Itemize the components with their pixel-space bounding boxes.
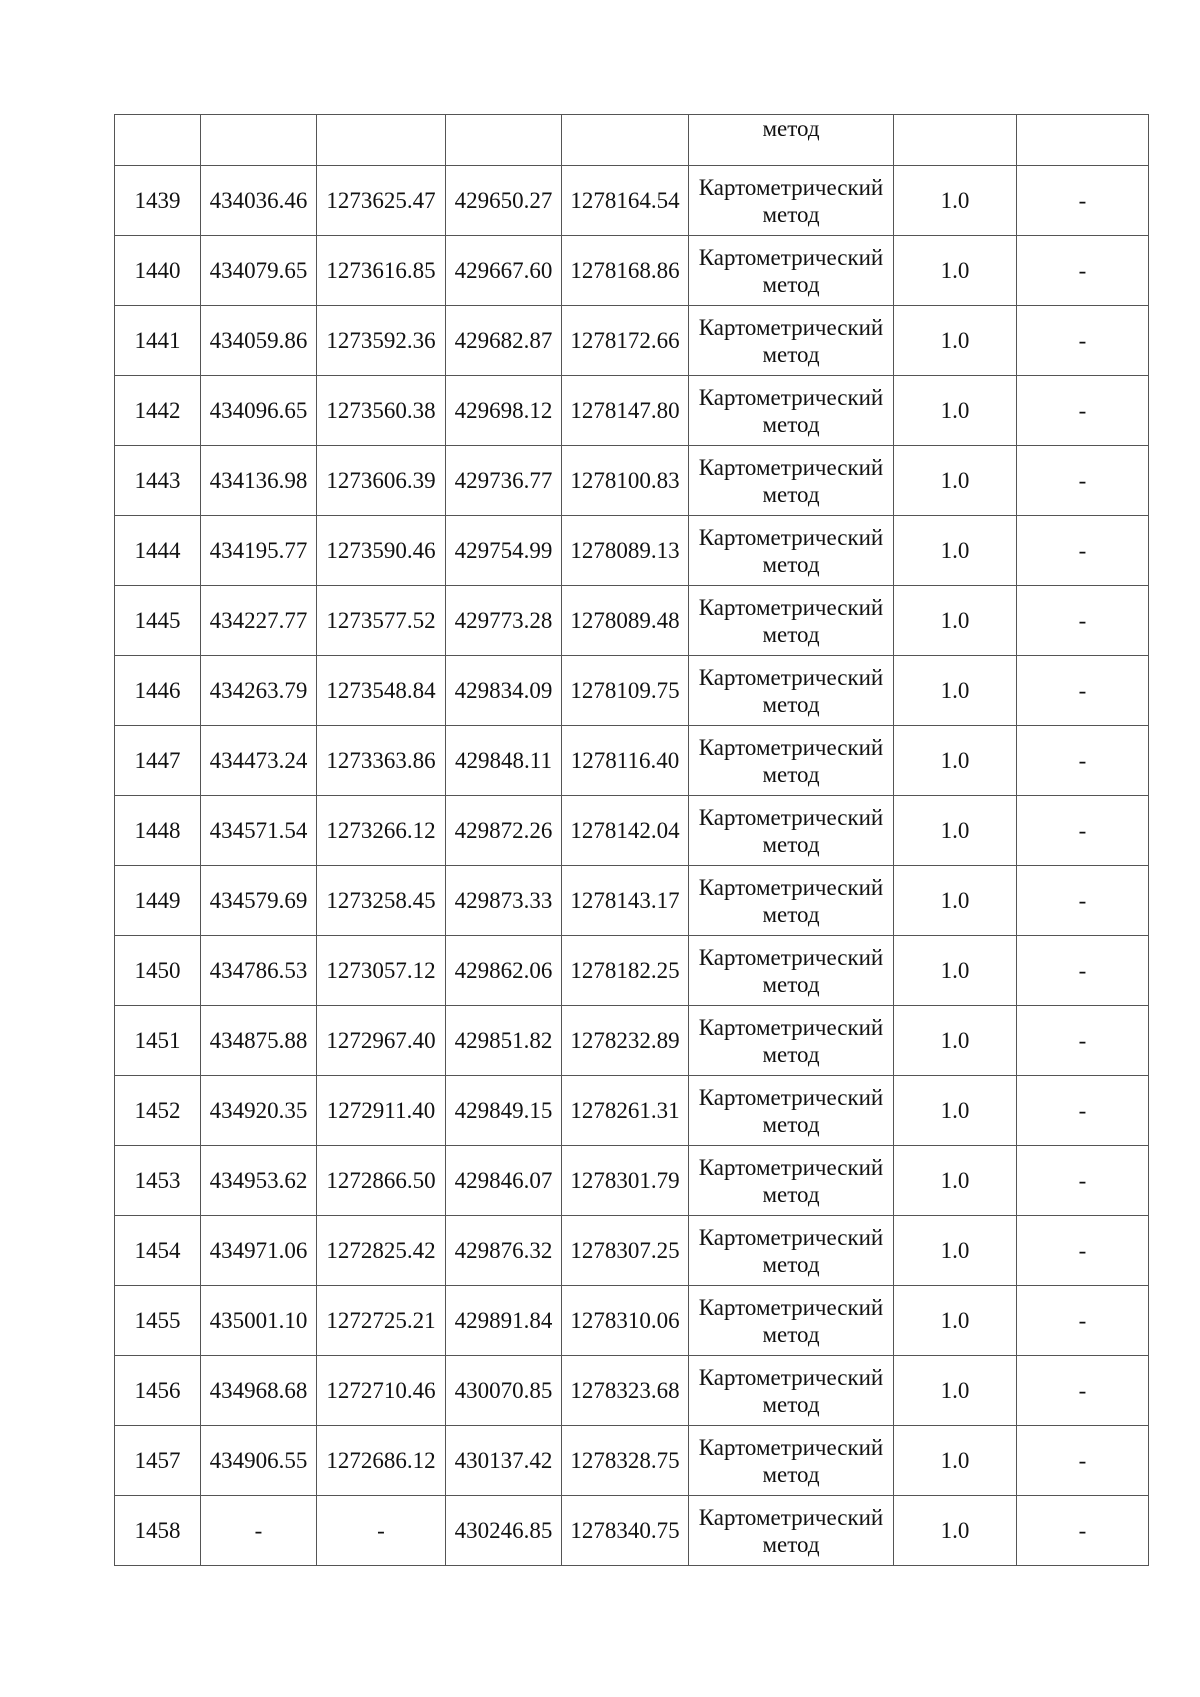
method-line-2: метод (762, 1111, 820, 1137)
cell-point-number: 1450 (115, 936, 201, 1006)
cell-accuracy: 1.0 (894, 376, 1017, 446)
cell-method (689, 1006, 894, 1076)
cell-y2: 1278143.17 (562, 866, 689, 936)
cell-y2 (562, 115, 689, 166)
method-line-1: Картометрический (698, 314, 884, 340)
method-line-1: Картометрический (698, 1154, 884, 1180)
cell-y1: 1273266.12 (317, 796, 446, 866)
method-line-2: метод (762, 1531, 820, 1557)
cell-y2: 1278147.80 (562, 376, 689, 446)
cell-x1: 434195.77 (201, 516, 317, 586)
cell-y2: 1278109.75 (562, 656, 689, 726)
cell-y1: 1272967.40 (317, 1006, 446, 1076)
coordinates-table (114, 114, 1149, 1566)
method-line-2: метод (762, 411, 820, 437)
cell-method (689, 1076, 894, 1146)
cell-method (689, 726, 894, 796)
cell-accuracy: 1.0 (894, 1076, 1017, 1146)
cell-x2: 429736.77 (446, 446, 562, 516)
cell-y1: 1272725.21 (317, 1286, 446, 1356)
cell-x1: 434920.35 (201, 1076, 317, 1146)
cell-point-number: 1442 (115, 376, 201, 446)
cell-note: - (1017, 1146, 1149, 1216)
cell-y2: 1278168.86 (562, 236, 689, 306)
cell-method (689, 796, 894, 866)
cell-method (689, 1496, 894, 1566)
cell-method (689, 516, 894, 586)
cell-accuracy: 1.0 (894, 1006, 1017, 1076)
cell-method (689, 1286, 894, 1356)
cell-y2: 1278261.31 (562, 1076, 689, 1146)
cell-y2: 1278340.75 (562, 1496, 689, 1566)
cell-point-number: 1443 (115, 446, 201, 516)
table-row (115, 866, 1149, 936)
cell-x1: 434953.62 (201, 1146, 317, 1216)
method-line-1: Картометрический (698, 174, 884, 200)
cell-point-number: 1454 (115, 1216, 201, 1286)
cell-y2: 1278301.79 (562, 1146, 689, 1216)
table-row (115, 586, 1149, 656)
table-row (115, 446, 1149, 516)
cell-point-number: 1457 (115, 1426, 201, 1496)
cell-x1: 434227.77 (201, 586, 317, 656)
table-row (115, 166, 1149, 236)
cell-x2: 429873.33 (446, 866, 562, 936)
cell-note: - (1017, 1496, 1149, 1566)
cell-method (689, 115, 894, 166)
cell-accuracy: 1.0 (894, 656, 1017, 726)
cell-note: - (1017, 1006, 1149, 1076)
cell-point-number: 1456 (115, 1356, 201, 1426)
cell-y1: 1272710.46 (317, 1356, 446, 1426)
method-line-2: метод (762, 761, 820, 787)
cell-note: - (1017, 656, 1149, 726)
method-line-2: метод (762, 1251, 820, 1277)
cell-x1: 434875.88 (201, 1006, 317, 1076)
cell-accuracy: 1.0 (894, 1286, 1017, 1356)
cell-method (689, 1216, 894, 1286)
method-line-1: Картометрический (698, 804, 884, 830)
cell-accuracy: 1.0 (894, 866, 1017, 936)
method-line-2: метод (762, 1041, 820, 1067)
method-line-2: метод (762, 901, 820, 927)
cell-note: - (1017, 306, 1149, 376)
cell-x1: 434473.24 (201, 726, 317, 796)
cell-accuracy: 1.0 (894, 796, 1017, 866)
cell-x1: - (201, 1496, 317, 1566)
method-line-2: метод (762, 621, 820, 647)
cell-accuracy: 1.0 (894, 1426, 1017, 1496)
method-line-2: метод (762, 481, 820, 507)
cell-note: - (1017, 446, 1149, 516)
cell-point-number: 1448 (115, 796, 201, 866)
cell-note: - (1017, 1286, 1149, 1356)
cell-note: - (1017, 1076, 1149, 1146)
cell-accuracy: 1.0 (894, 446, 1017, 516)
cell-point-number: 1447 (115, 726, 201, 796)
cell-x1: 435001.10 (201, 1286, 317, 1356)
method-line-2: метод (762, 1461, 820, 1487)
cell-accuracy: 1.0 (894, 1496, 1017, 1566)
table-row (115, 1216, 1149, 1286)
cell-note: - (1017, 726, 1149, 796)
cell-y1: 1273057.12 (317, 936, 446, 1006)
cell-note: - (1017, 866, 1149, 936)
cell-note: - (1017, 796, 1149, 866)
cell-point-number: 1452 (115, 1076, 201, 1146)
cell-y2: 1278323.68 (562, 1356, 689, 1426)
table-row (115, 1076, 1149, 1146)
cell-y1: 1273548.84 (317, 656, 446, 726)
cell-x2: 429682.87 (446, 306, 562, 376)
cell-note: - (1017, 376, 1149, 446)
cell-y1: 1272911.40 (317, 1076, 446, 1146)
cell-point-number: 1451 (115, 1006, 201, 1076)
cell-note (1017, 115, 1149, 166)
cell-y1: 1273592.36 (317, 306, 446, 376)
table-row (115, 306, 1149, 376)
method-line-1: Картометрический (698, 524, 884, 550)
cell-y2: 1278328.75 (562, 1426, 689, 1496)
method-line-1: Картометрический (698, 734, 884, 760)
cell-method (689, 1356, 894, 1426)
cell-x1: 434036.46 (201, 166, 317, 236)
cell-note: - (1017, 166, 1149, 236)
cell-y1: 1273577.52 (317, 586, 446, 656)
cell-note: - (1017, 1426, 1149, 1496)
cell-x1: 434579.69 (201, 866, 317, 936)
cell-y1: 1273606.39 (317, 446, 446, 516)
cell-point-number: 1453 (115, 1146, 201, 1216)
cell-point-number: 1445 (115, 586, 201, 656)
cell-x2: 429872.26 (446, 796, 562, 866)
table-row (115, 1496, 1149, 1566)
cell-accuracy: 1.0 (894, 1356, 1017, 1426)
cell-x2: 429862.06 (446, 936, 562, 1006)
cell-y2: 1278164.54 (562, 166, 689, 236)
cell-point-number: 1440 (115, 236, 201, 306)
cell-note: - (1017, 516, 1149, 586)
method-line-1: Картометрический (698, 1014, 884, 1040)
cell-accuracy: 1.0 (894, 516, 1017, 586)
method-line-1: Картометрический (698, 874, 884, 900)
cell-x1: 434079.65 (201, 236, 317, 306)
cell-note: - (1017, 236, 1149, 306)
table-row (115, 516, 1149, 586)
cell-x2: 429698.12 (446, 376, 562, 446)
cell-accuracy: 1.0 (894, 306, 1017, 376)
cell-method (689, 166, 894, 236)
method-line-2: метод (762, 201, 820, 227)
cell-x2: 429851.82 (446, 1006, 562, 1076)
cell-y2: 1278232.89 (562, 1006, 689, 1076)
cell-point-number: 1455 (115, 1286, 201, 1356)
cell-method (689, 936, 894, 1006)
table-row (115, 1286, 1149, 1356)
table-row (115, 1426, 1149, 1496)
method-line-1: Картометрический (698, 384, 884, 410)
cell-y1: - (317, 1496, 446, 1566)
cell-x1: 434906.55 (201, 1426, 317, 1496)
cell-x1 (201, 115, 317, 166)
cell-x1: 434096.65 (201, 376, 317, 446)
cell-method (689, 656, 894, 726)
table-row (115, 236, 1149, 306)
cell-x2: 429650.27 (446, 166, 562, 236)
cell-y2: 1278310.06 (562, 1286, 689, 1356)
cell-y2: 1278100.83 (562, 446, 689, 516)
cell-accuracy: 1.0 (894, 586, 1017, 656)
cell-x2: 430137.42 (446, 1426, 562, 1496)
method-line-2: метод (762, 551, 820, 577)
method-line-1: Картометрический (698, 1084, 884, 1110)
cell-accuracy (894, 115, 1017, 166)
cell-x1: 434971.06 (201, 1216, 317, 1286)
cell-x1: 434059.86 (201, 306, 317, 376)
method-line-1: Картометрический (698, 1294, 884, 1320)
cell-y1: 1273560.38 (317, 376, 446, 446)
method-line-1: Картометрический (698, 594, 884, 620)
cell-y2: 1278116.40 (562, 726, 689, 796)
cell-y1: 1272686.12 (317, 1426, 446, 1496)
cell-y1: 1272866.50 (317, 1146, 446, 1216)
cell-method (689, 236, 894, 306)
method-line-1: Картометрический (698, 1434, 884, 1460)
cell-y1: 1272825.42 (317, 1216, 446, 1286)
cell-y1: 1273625.47 (317, 166, 446, 236)
cell-accuracy: 1.0 (894, 1146, 1017, 1216)
method-line-2: метод (762, 1321, 820, 1347)
cell-point-number: 1444 (115, 516, 201, 586)
table-row (115, 376, 1149, 446)
method-line-2: метод (762, 1391, 820, 1417)
method-tail-text: метод (762, 116, 820, 141)
cell-point-number: 1458 (115, 1496, 201, 1566)
cell-y1 (317, 115, 446, 166)
cell-x2: 430246.85 (446, 1496, 562, 1566)
method-line-2: метод (762, 1181, 820, 1207)
method-line-2: метод (762, 691, 820, 717)
cell-x2: 429848.11 (446, 726, 562, 796)
cell-y2: 1278089.48 (562, 586, 689, 656)
cell-x2: 429754.99 (446, 516, 562, 586)
method-line-2: метод (762, 271, 820, 297)
cell-method (689, 866, 894, 936)
cell-method (689, 306, 894, 376)
table-row (115, 1006, 1149, 1076)
cell-y1: 1273258.45 (317, 866, 446, 936)
cell-x1: 434263.79 (201, 656, 317, 726)
cell-method (689, 376, 894, 446)
cell-point-number (115, 115, 201, 166)
cell-y2: 1278307.25 (562, 1216, 689, 1286)
cell-method (689, 1426, 894, 1496)
cell-note: - (1017, 936, 1149, 1006)
cell-method (689, 586, 894, 656)
table-row (115, 726, 1149, 796)
method-line-1: Картометрический (698, 244, 884, 270)
cell-y1: 1273616.85 (317, 236, 446, 306)
method-line-1: Картометрический (698, 664, 884, 690)
cell-x1: 434786.53 (201, 936, 317, 1006)
cell-x1: 434571.54 (201, 796, 317, 866)
cell-x2 (446, 115, 562, 166)
method-line-1: Картометрический (698, 1504, 884, 1530)
cell-x2: 429667.60 (446, 236, 562, 306)
cell-point-number: 1441 (115, 306, 201, 376)
cell-point-number: 1449 (115, 866, 201, 936)
cell-x1: 434136.98 (201, 446, 317, 516)
method-line-1: Картометрический (698, 1224, 884, 1250)
cell-y1: 1273363.86 (317, 726, 446, 796)
table-row (115, 656, 1149, 726)
cell-y2: 1278182.25 (562, 936, 689, 1006)
cell-note: - (1017, 1216, 1149, 1286)
cell-accuracy: 1.0 (894, 726, 1017, 796)
cell-y2: 1278142.04 (562, 796, 689, 866)
cell-x2: 429773.28 (446, 586, 562, 656)
cell-accuracy: 1.0 (894, 936, 1017, 1006)
cell-y2: 1278089.13 (562, 516, 689, 586)
cell-point-number: 1446 (115, 656, 201, 726)
table-body (115, 115, 1149, 1566)
cell-x1: 434968.68 (201, 1356, 317, 1426)
method-line-2: метод (762, 341, 820, 367)
cell-x2: 429876.32 (446, 1216, 562, 1286)
table-row (115, 936, 1149, 1006)
cell-note: - (1017, 586, 1149, 656)
method-line-1: Картометрический (698, 944, 884, 970)
method-line-1: Картометрический (698, 1364, 884, 1390)
cell-x2: 430070.85 (446, 1356, 562, 1426)
cell-method (689, 446, 894, 516)
cell-note: - (1017, 1356, 1149, 1426)
cell-method (689, 1146, 894, 1216)
cell-x2: 429834.09 (446, 656, 562, 726)
method-line-1: Картометрический (698, 454, 884, 480)
continuation-row (115, 115, 1149, 166)
cell-accuracy: 1.0 (894, 1216, 1017, 1286)
table-row (115, 1146, 1149, 1216)
cell-y2: 1278172.66 (562, 306, 689, 376)
cell-y1: 1273590.46 (317, 516, 446, 586)
table-row (115, 796, 1149, 866)
cell-accuracy: 1.0 (894, 166, 1017, 236)
cell-accuracy: 1.0 (894, 236, 1017, 306)
cell-x2: 429891.84 (446, 1286, 562, 1356)
method-line-2: метод (762, 831, 820, 857)
cell-point-number: 1439 (115, 166, 201, 236)
table-row (115, 1356, 1149, 1426)
cell-x2: 429846.07 (446, 1146, 562, 1216)
method-line-2: метод (762, 971, 820, 997)
cell-x2: 429849.15 (446, 1076, 562, 1146)
